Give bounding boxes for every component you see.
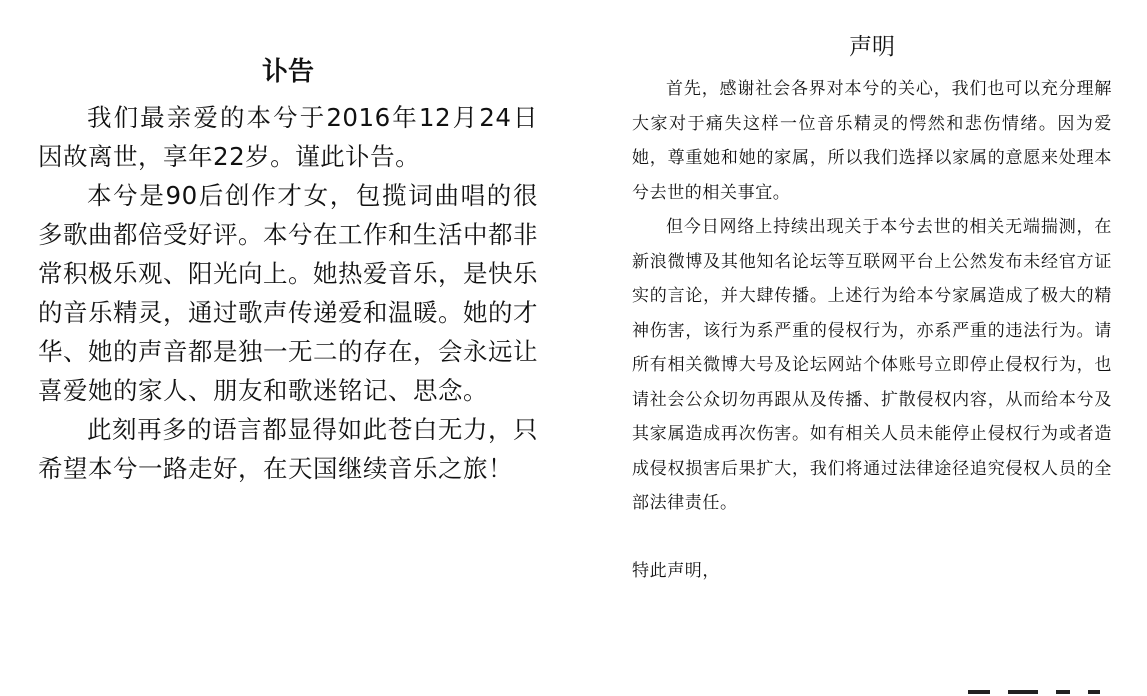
obituary-paragraph-1: 我们最亲爱的本兮于2016年12月24日因故离世，享年22岁。谨此讣告。 <box>38 103 538 171</box>
statement-closing: 特此声明， <box>632 560 720 581</box>
statement-paragraph-2: 但今日网络上持续出现关于本兮去世的相关无端揣测，在新浪微博及其他知名论坛等互联网平台上公然发布未经官方证实的言论，并大肆传播。上述行为给本兮家属造成了极大的精神伤害，该行为系严重的侵权行为，亦系严重的违法行为。请所有相关微博大号及论坛网站个体账号立即停止侵权行为，也请社会公众切勿再跟从及传播、扩散侵权内容，从而给本兮及其家属造成再次伤害。如有相关人员未能停止侵权行为或者造成侵权损害后果扩大，我们将通过法律途径追究侵权人员的全部法律责任。 <box>632 217 1112 513</box>
obituary-title: 讣告 <box>261 57 314 87</box>
statement-title: 声明 <box>849 34 895 60</box>
obituary-panel <box>38 52 538 488</box>
obituary-paragraph-3: 此刻再多的语言都显得如此苍白无力，只希望本兮一路走好，在天国继续音乐之旅！ <box>38 415 538 483</box>
cropped-signature-mark <box>968 686 1118 696</box>
obituary-paragraph-2: 本兮是90后创作才女，包揽词曲唱的很多歌曲都倍受好评。本兮在工作和生活中都非常积极乐观、阳光向上。她热爱音乐，是快乐的音乐精灵，通过歌声传递爱和温暖。她的才华、她的声音都是独一无二的存在，会永远让喜爱她的家人、朋友和歌迷铭记、思念。 <box>38 181 538 405</box>
statement-paragraph-1: 首先，感谢社会各界对本兮的关心，我们也可以充分理解大家对于痛失这样一位音乐精灵的愕然和悲伤情绪。因为爱她，尊重她和她的家属，所以我们选择以家属的意愿来处理本兮去世的相关事宜。 <box>632 79 1112 203</box>
statement-panel <box>632 30 1112 588</box>
